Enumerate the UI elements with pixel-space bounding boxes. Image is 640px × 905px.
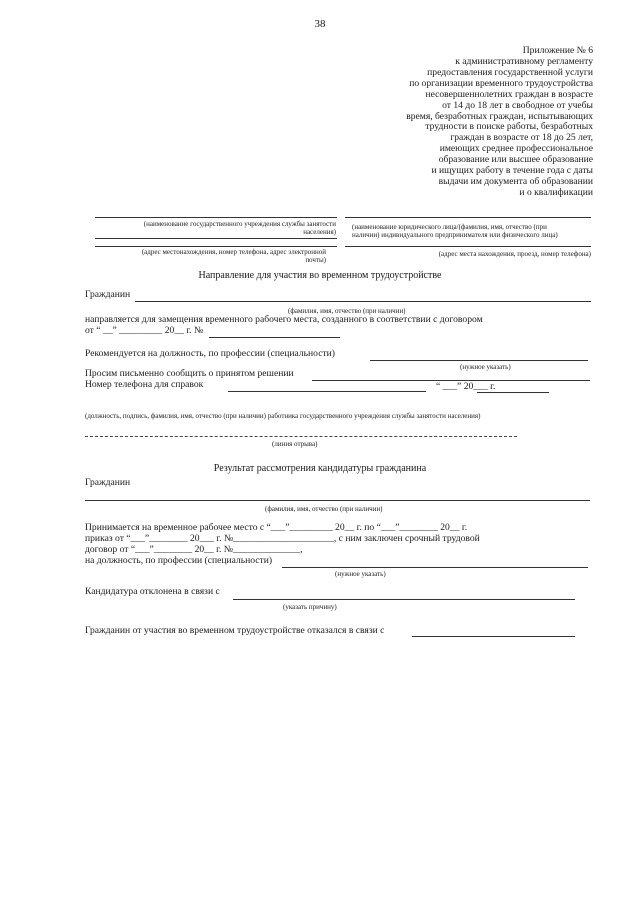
org-address-caption (90, 248, 326, 264)
appendix-line: предоставления государственной услуги (427, 66, 593, 78)
appendix-block (293, 46, 593, 199)
recommended-caption: (нужное указать) (460, 363, 511, 371)
referral-date: “ ___” 20___ г. (436, 381, 496, 392)
rejected-field[interactable] (233, 599, 575, 600)
appendix-line: время, безработных граждан, испытывающих (406, 110, 593, 122)
org-address-line (95, 246, 337, 247)
org-address-caption-text: (адрес местонахождения, номер телефона, адрес электронной (141, 248, 326, 256)
refused-field[interactable] (412, 636, 575, 637)
recommended-field[interactable] (370, 360, 588, 361)
employer-address-caption: (адрес места нахождения, проезд, номер телефона) (438, 250, 591, 258)
cut-line (85, 436, 517, 437)
referral-date-month-field[interactable] (477, 392, 549, 393)
appendix-line: и о квалификации (519, 186, 593, 198)
appendix-line: по организации временного трудоустройства (409, 77, 593, 89)
signature-caption: (должность, подпись, фамилия, имя, отчество (при наличии) работника государственного учреждения службы занятости населения) (85, 412, 481, 420)
order-line: приказ от “___”________ 20___ г. №_____________________, с ним заключен срочный трудовой (85, 533, 480, 544)
employer-address-line (345, 246, 591, 247)
employer-name-caption-text-2: наличии) индивидуального предпринимателя или физического лица) (352, 231, 558, 240)
result-title: Результат рассмотрения кандидатуры гражданина (213, 463, 427, 474)
referral-title: Направление для участия во временном трудоустройстве (198, 270, 442, 281)
contract-line: договор от “___”________ 20__ г. №______________, (85, 544, 303, 555)
result-citizen-field[interactable] (85, 500, 590, 501)
appendix-line: и ищущих работу в течение года с даты (431, 165, 593, 177)
appendix-line: имеющих среднее профессиональное (439, 143, 593, 155)
rejected-caption: (указать причину) (283, 603, 337, 611)
appendix-line: выдачи им документа об образовании (438, 176, 593, 188)
position-label: на должность, по профессии (специальности) (85, 555, 273, 566)
referral-from-date: от “ __” _________ 20__ г. № (85, 325, 204, 336)
request-label: Просим письменно сообщить о принятом решении (85, 368, 294, 379)
appendix-line: Приложение № 6 (522, 45, 593, 56)
rejected-label: Кандидатура отклонена в связи с (85, 586, 220, 597)
referral-citizen-caption: (фамилия, имя, отчество (при наличии) (288, 307, 406, 315)
appendix-line: несовершеннолетних граждан в возрасте (425, 88, 593, 100)
appendix-line: от 14 до 18 лет в свободное от учебы (442, 99, 593, 111)
recommended-label: Рекомендуется на должность, по профессии (специальности) (85, 348, 335, 359)
referral-citizen-field[interactable] (135, 301, 591, 302)
cut-caption: (линия отрыва) (272, 440, 318, 448)
org-name-line-2 (95, 238, 337, 239)
org-address-caption-text-2: почты) (305, 256, 326, 265)
accepted-line: Принимается на временное рабочее место с “___”_________ 20__ г. по “___”________ 20__ г. (85, 522, 468, 533)
appendix-line: к административному регламенту (455, 55, 593, 67)
page-number: 38 (314, 18, 326, 30)
org-name-caption (90, 220, 336, 236)
employer-name-caption (352, 223, 592, 239)
position-field[interactable] (282, 567, 588, 568)
employer-name-line (345, 217, 591, 218)
position-caption: (нужное указать) (335, 570, 386, 578)
referral-directed-text: направляется для замещения временного рабочего места, созданного в соответствии с договором (85, 314, 483, 325)
referral-citizen-label: Гражданин (85, 289, 131, 300)
appendix-line: образование или высшее образование (438, 154, 593, 166)
phone-field[interactable] (228, 391, 426, 392)
employer-name-caption-text: (наименование юридического лица/(фамилия, имя, отчество (при (352, 223, 547, 231)
org-name-line (95, 217, 337, 218)
refused-label: Гражданин от участия во временном трудоустройстве отказался в связи с (85, 625, 385, 636)
appendix-line: трудности в поиске работы, безработных (425, 121, 593, 133)
referral-contract-number-field[interactable] (209, 337, 340, 338)
appendix-line: граждан в возрасте от 18 до 25 лет, (450, 132, 593, 144)
org-name-caption-text-2: населения) (303, 228, 336, 237)
phone-label: Номер телефона для справок (85, 379, 204, 390)
result-citizen-label: Гражданин (85, 477, 131, 488)
result-citizen-caption: (фамилия, имя, отчество (при наличии) (265, 505, 383, 513)
org-name-caption-text: (наименование государственного учреждения службы занятости (143, 220, 336, 228)
